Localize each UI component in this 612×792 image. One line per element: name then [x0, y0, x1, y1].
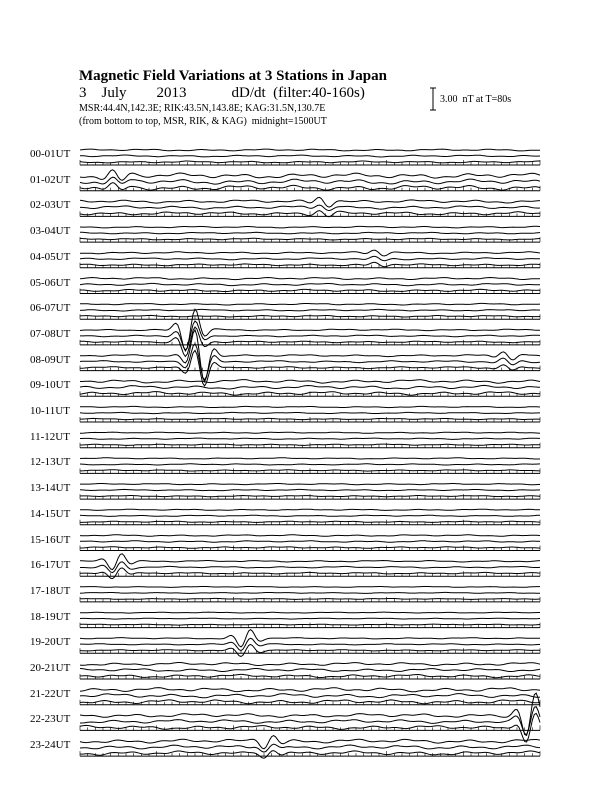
hour-row-label: 01-02UT: [30, 173, 71, 186]
station-trace-rik: [80, 309, 540, 311]
station-trace-rik: [80, 694, 540, 698]
hour-row-label: 05-06UT: [30, 276, 71, 289]
hour-row-label: 16-17UT: [30, 559, 71, 572]
date-filter-line: 3 July 2013 dD/dt (filter:40-160s): [79, 85, 365, 101]
station-trace-kag: [80, 380, 540, 384]
station-trace-rik: [80, 177, 540, 184]
station-trace-kag: [80, 663, 540, 666]
station-trace-rik: [80, 283, 540, 285]
station-trace-kag: [80, 432, 540, 433]
hour-row-label: 18-19UT: [30, 610, 71, 623]
station-trace-rik: [80, 155, 540, 157]
hour-row-label: 03-04UT: [30, 225, 71, 238]
scale-label: 3.00 nT at T=80s: [440, 94, 512, 105]
hour-row-label: 10-11UT: [30, 405, 70, 417]
hour-row-label: 17-18UT: [30, 584, 71, 597]
hour-row-label: 15-16UT: [30, 533, 71, 546]
hour-row-label: 14-15UT: [30, 507, 71, 520]
station-trace-kag: [80, 250, 540, 256]
hour-row-label: 06-07UT: [30, 302, 71, 315]
scale-bar-icon: [430, 87, 436, 111]
station-trace-kag: [80, 484, 540, 485]
station-trace-rik: [80, 344, 540, 380]
hour-row-label: 11-12UT: [30, 430, 70, 443]
station-coordinates: MSR:44.4N,142.3E; RIK:43.5N,143.8E; KAG:31.5N,130.7E: [79, 103, 326, 114]
hour-row-label: 00-01UT: [30, 148, 71, 160]
station-trace-kag: [80, 406, 540, 407]
station-trace-rik: [80, 412, 540, 413]
station-trace-kag: [80, 278, 540, 280]
hour-row-label: 09-10UT: [30, 379, 71, 392]
station-trace-rik: [80, 592, 540, 593]
hour-row-label: 23-24UT: [30, 739, 71, 752]
station-trace-rik: [80, 205, 540, 211]
hour-row-label: 04-05UT: [30, 250, 71, 263]
station-trace-rik: [80, 321, 540, 350]
station-trace-kag: [80, 303, 540, 305]
station-trace-kag: [80, 587, 540, 588]
station-trace-rik: [80, 464, 540, 465]
station-trace-kag: [80, 458, 540, 459]
hour-row-label: 20-21UT: [30, 662, 71, 674]
station-trace-rik: [80, 669, 540, 672]
station-trace-rik: [80, 618, 540, 619]
hour-row-label: 21-22UT: [30, 687, 71, 700]
hour-row-label: 02-03UT: [30, 199, 71, 212]
station-trace-kag: [80, 535, 540, 537]
station-trace-kag: [80, 226, 540, 228]
station-trace-rik: [80, 438, 540, 439]
hour-row-label: 22-23UT: [30, 713, 71, 726]
hour-row-label: 12-13UT: [30, 456, 71, 469]
station-trace-rik: [80, 385, 540, 389]
station-trace-rik: [80, 744, 540, 752]
hour-row-label: 13-14UT: [30, 482, 71, 495]
hour-row-label: 08-09UT: [30, 353, 71, 366]
station-trace-kag: [80, 688, 540, 692]
station-trace-rik: [80, 541, 540, 543]
station-trace-kag: [80, 197, 540, 207]
station-trace-kag: [80, 509, 540, 510]
chart-title: Magnetic Field Variations at 3 Stations in Japan: [79, 68, 387, 84]
station-trace-rik: [80, 562, 540, 573]
hour-row-label: 19-20UT: [30, 636, 71, 649]
station-trace-kag: [80, 612, 540, 613]
station-trace-rik: [80, 256, 540, 260]
station-trace-kag: [80, 149, 540, 151]
station-trace-rik: [80, 489, 540, 490]
station-trace-rik: [80, 515, 540, 516]
station-trace-kag: [80, 736, 540, 749]
station-trace-rik: [80, 232, 540, 234]
station-order-note: (from bottom to top, MSR, RIK, & KAG) midnight=1500UT: [79, 116, 327, 127]
hour-row-label: 07-08UT: [30, 327, 71, 340]
station-trace-kag: [80, 330, 540, 382]
